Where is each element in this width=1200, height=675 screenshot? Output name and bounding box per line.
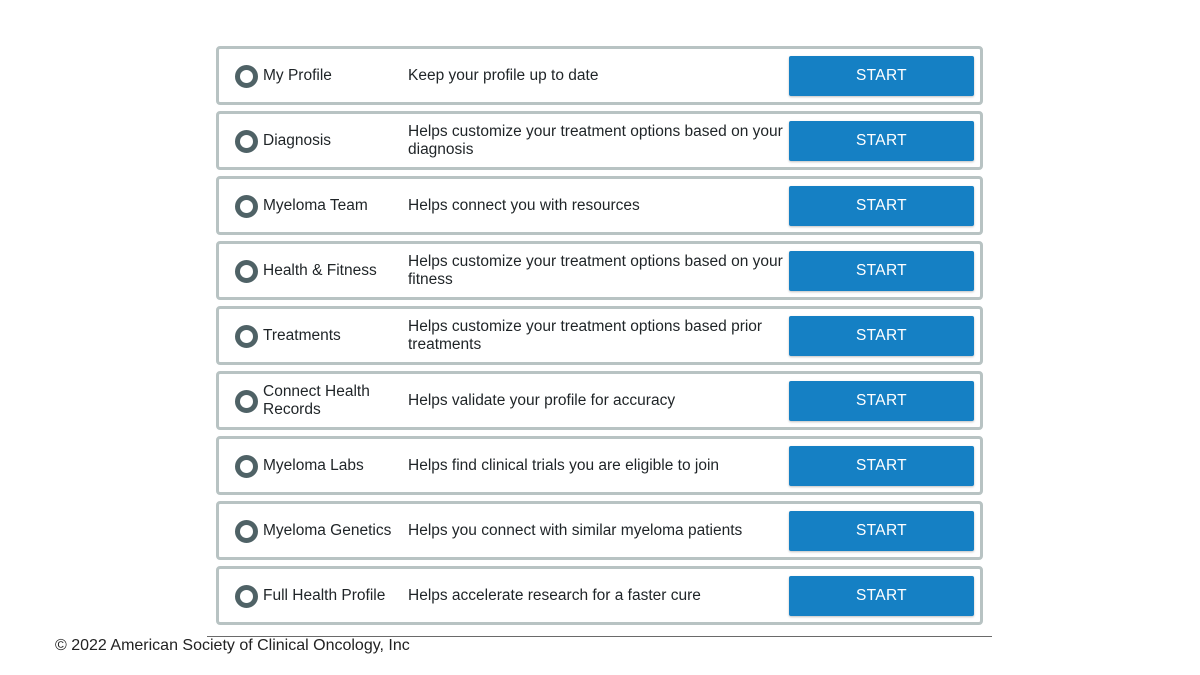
- checklist-row-myeloma-genetics: [216, 501, 983, 560]
- row-description: Helps validate your profile for accuracy: [408, 391, 676, 409]
- start-button-health-fitness[interactable]: START: [789, 251, 974, 291]
- radio-unchecked-icon[interactable]: [235, 390, 258, 413]
- radio-unchecked-icon[interactable]: [235, 195, 258, 218]
- checklist-row-diagnosis: [216, 111, 983, 170]
- checklist-row-my-profile: [216, 46, 983, 105]
- row-description: Helps customize your treatment options based prior treatments: [408, 317, 763, 353]
- row-title: Full Health Profile: [263, 586, 386, 604]
- radio-unchecked-icon[interactable]: [235, 520, 258, 543]
- row-title: Myeloma Labs: [263, 456, 364, 474]
- checklist-row-treatments: [216, 306, 983, 365]
- row-title: Connect Health Records: [263, 382, 370, 418]
- copyright-notice: © 2022 American Society of Clinical Oncology, Inc: [55, 637, 410, 654]
- start-button-my-profile[interactable]: START: [789, 56, 974, 96]
- row-description: Helps customize your treatment options based on your fitness: [408, 252, 783, 288]
- checklist-row-connect-health-records: [216, 371, 983, 430]
- radio-unchecked-icon[interactable]: [235, 130, 258, 153]
- row-description: Helps accelerate research for a faster cure: [408, 586, 701, 604]
- checklist-row-myeloma-labs: [216, 436, 983, 495]
- radio-unchecked-icon[interactable]: [235, 585, 258, 608]
- start-button-treatments[interactable]: START: [789, 316, 974, 356]
- profile-checklist: [216, 46, 983, 631]
- start-button-myeloma-labs[interactable]: START: [789, 446, 974, 486]
- row-description: Helps connect you with resources: [408, 196, 640, 214]
- start-button-full-health-profile[interactable]: START: [789, 576, 974, 616]
- row-title: My Profile: [263, 66, 332, 84]
- radio-unchecked-icon[interactable]: [235, 65, 258, 88]
- row-title: Diagnosis: [263, 131, 332, 149]
- radio-unchecked-icon[interactable]: [235, 325, 258, 348]
- row-title: Health & Fitness: [263, 261, 377, 279]
- row-title: Treatments: [263, 326, 341, 344]
- checklist-row-myeloma-team: [216, 176, 983, 235]
- row-description: Helps find clinical trials you are eligible to join: [408, 456, 720, 474]
- row-description: Helps customize your treatment options based on your diagnosis: [408, 122, 783, 158]
- row-title: Myeloma Genetics: [263, 521, 392, 539]
- checklist-row-health-fitness: [216, 241, 983, 300]
- row-title: Myeloma Team: [263, 196, 368, 214]
- checklist-row-full-health-profile: [216, 566, 983, 625]
- radio-unchecked-icon[interactable]: [235, 260, 258, 283]
- start-button-myeloma-genetics[interactable]: START: [789, 511, 974, 551]
- row-description: Keep your profile up to date: [408, 66, 599, 84]
- start-button-diagnosis[interactable]: START: [789, 121, 974, 161]
- start-button-myeloma-team[interactable]: START: [789, 186, 974, 226]
- start-button-connect-health-records[interactable]: START: [789, 381, 974, 421]
- row-description: Helps you connect with similar myeloma patients: [408, 521, 743, 539]
- radio-unchecked-icon[interactable]: [235, 455, 258, 478]
